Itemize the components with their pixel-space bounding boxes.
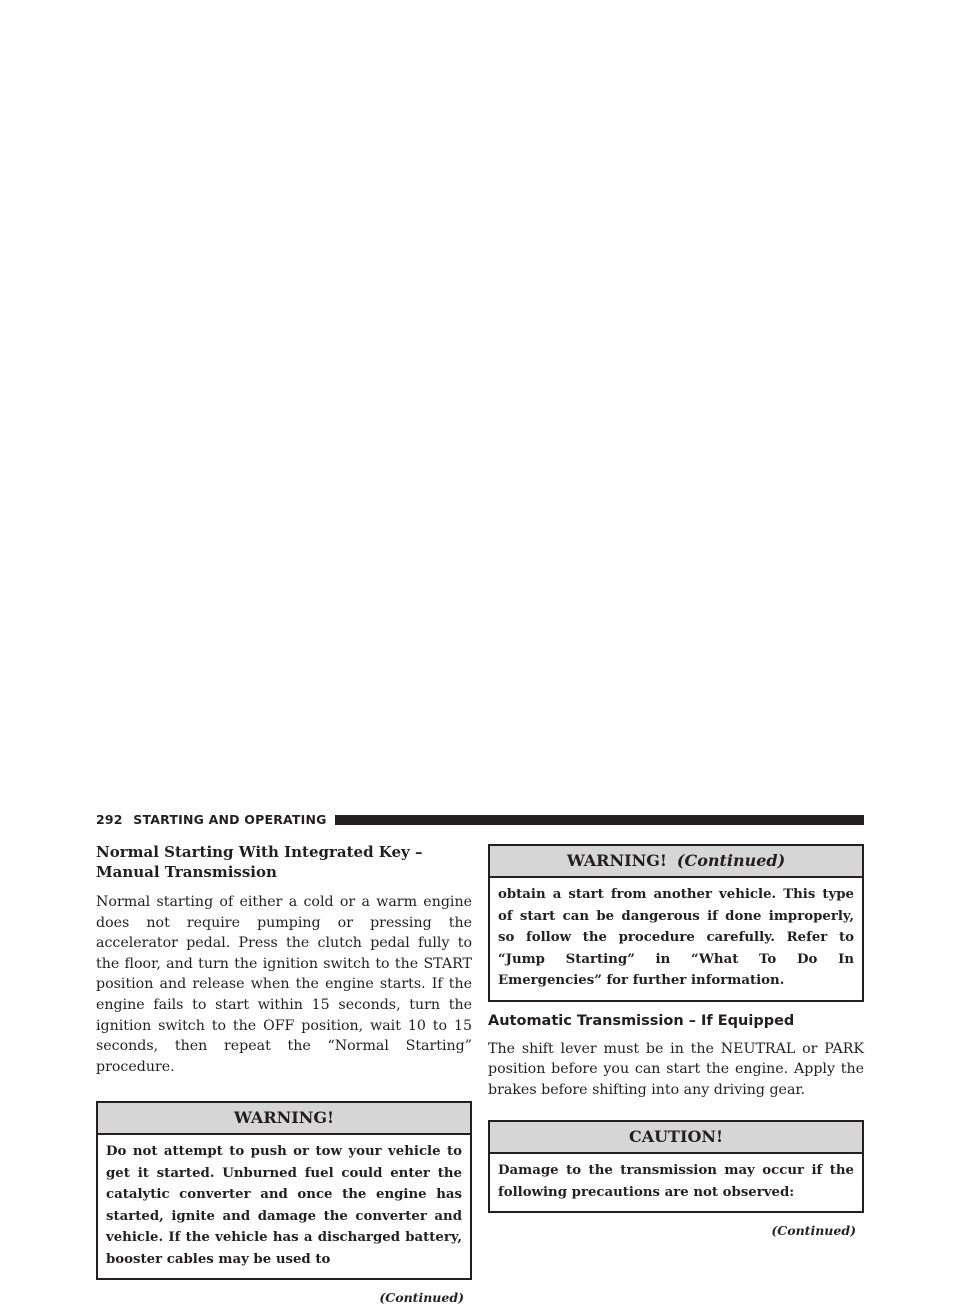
caution-title: CAUTION! xyxy=(490,1122,862,1154)
warning-box xyxy=(96,1101,472,1280)
section-title: STARTING AND OPERATING xyxy=(133,811,327,827)
warning-text: Do not attempt to push or tow your vehicle to get it started. Unburned fuel could enter the catalytic converter and once the engine has started, ignite and damage the converter and vehicle. If the vehicle has a discharged battery, booster cables may be used to xyxy=(106,1144,462,1267)
header-rule xyxy=(335,815,864,825)
warning-title: WARNING! xyxy=(98,1103,470,1135)
page-number: 292 xyxy=(96,811,123,827)
continued-note: (Continued) xyxy=(379,1290,464,1305)
section-heading-automatic: Automatic Transmission – If Equipped xyxy=(488,1012,795,1029)
page-header xyxy=(96,812,864,826)
warning-continued-suffix: (Continued) xyxy=(676,851,786,870)
warning-continued-label: WARNING! xyxy=(566,851,667,870)
caution-text: Damage to the transmission may occur if the following precautions are not observed: xyxy=(498,1163,854,1200)
page-label xyxy=(96,812,327,827)
continued-note-right: (Continued) xyxy=(771,1223,856,1239)
section-heading-manual: Normal Starting With Integrated Key – Manual Transmission xyxy=(96,843,423,881)
left-column xyxy=(96,842,472,1305)
automatic-paragraph: The shift lever must be in the NEUTRAL or PARK position before you can start the engine. Apply the brakes before shifting into any driving gear. xyxy=(488,1040,864,1098)
manual-start-paragraph: Normal starting of either a cold or a warm engine does not require pumping or pressing the accelerator pedal. Press the clutch pedal fully to the floor, and turn the ignition switch to the START position and release when the engine starts. If the engine fails to start within 15 seconds, turn the ignition switch to the OFF position, wait 10 to 15 seconds, then repeat the “Normal Starting” procedure. xyxy=(96,894,472,1075)
right-column xyxy=(488,842,864,1238)
warning-continued-title xyxy=(490,846,862,878)
warning-continued-box xyxy=(488,844,864,1002)
caution-box xyxy=(488,1120,864,1213)
warning-continued-text: obtain a start from another vehicle. This type of start can be dangerous if done improperly, so follow the procedure carefully. Refer to “Jump Starting” in “What To Do In Emergencies” for further information. xyxy=(498,887,854,988)
